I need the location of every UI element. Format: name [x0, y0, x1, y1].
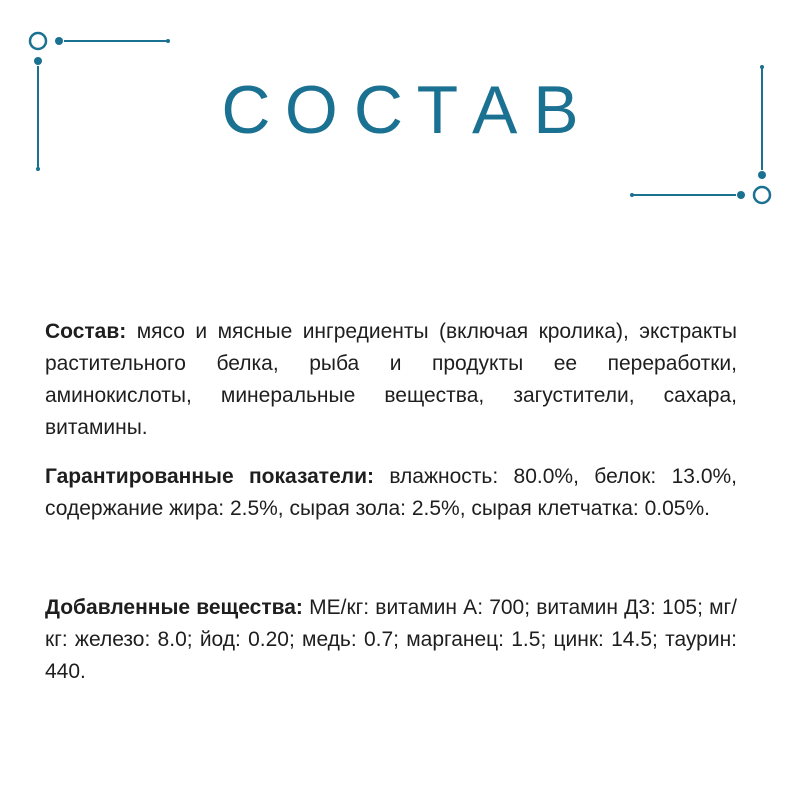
top-left-dot-vertical: [34, 57, 42, 65]
top-left-end-dot-horizontal: [166, 39, 170, 43]
bottom-right-end-dot-vertical: [760, 65, 764, 69]
guaranteed-values-paragraph: [45, 461, 737, 525]
composition-paragraph: [45, 316, 737, 444]
bottom-right-ring: [754, 187, 770, 203]
bottom-right-dot-vertical: [758, 171, 766, 179]
top-left-ring: [30, 33, 46, 49]
top-left-dot-horizontal: [55, 37, 63, 45]
added-substances-text: МЕ/кг: витамин А: 700; витамин Д3: 105; мг/кг: железо: 8.0; йод: 0.20; медь: 0.7; марганец: 1.5; цинк: 14.5; таурин: 440.: [45, 596, 738, 683]
bottom-right-dot-horizontal: [737, 191, 745, 199]
guaranteed-values-label: Гарантированные показатели:: [45, 465, 375, 488]
top-left-end-dot-vertical: [36, 167, 40, 171]
added-substances-label: Добавленные вещества:: [45, 596, 303, 619]
added-substances-paragraph: [45, 592, 737, 688]
guaranteed-values-text: влажность: 80.0%, белок: 13.0%, содержание жира: 2.5%, сырая зола: 2.5%, сырая клетчатка: 0.05%.: [45, 465, 738, 520]
bottom-right-end-dot-horizontal: [630, 193, 634, 197]
page-title: СОСТАВ: [221, 72, 595, 148]
composition-text: мясо и мясные ингредиенты (включая кролика), экстракты растительного белка, рыба и продукты ее переработки, аминокислоты, минеральные вещества, загустители, сахара, витамины.: [45, 320, 737, 439]
composition-label: Состав:: [45, 320, 127, 343]
